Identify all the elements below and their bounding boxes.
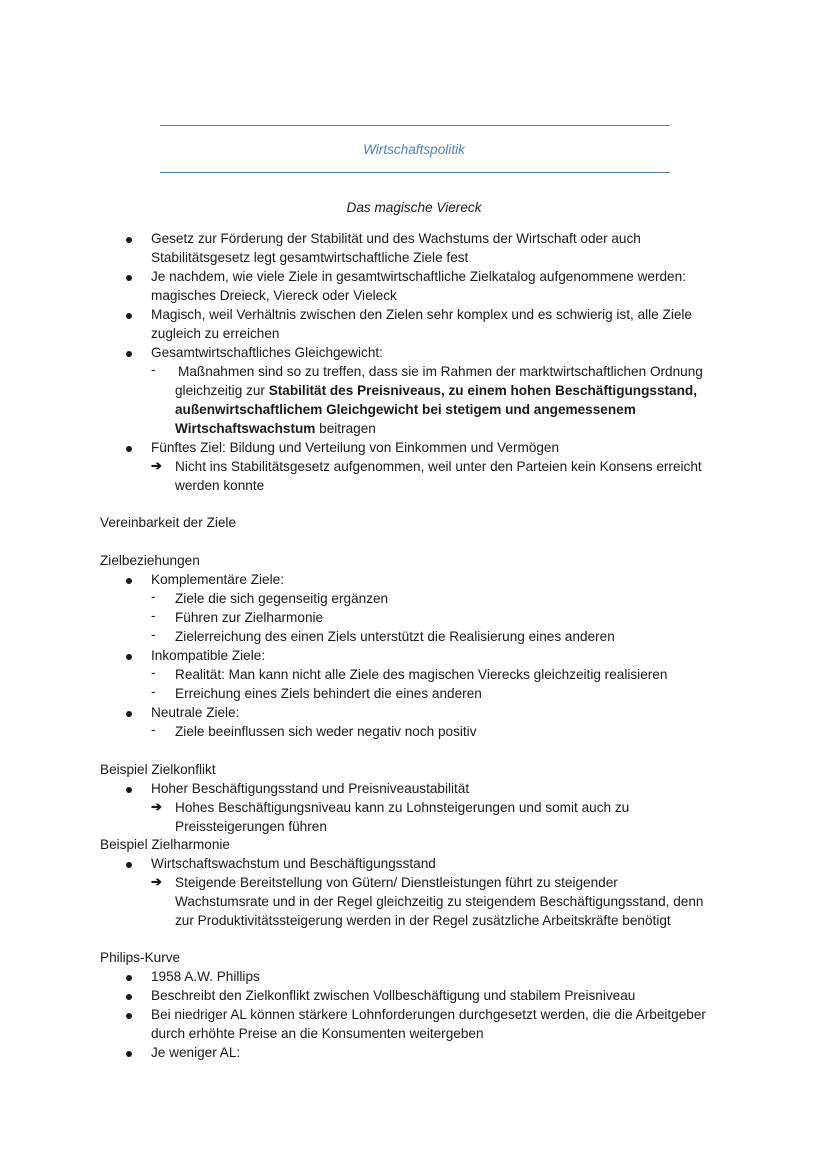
section-heading-zielbeziehungen: Zielbeziehungen xyxy=(100,553,200,568)
bullet-dot xyxy=(126,787,132,793)
title-rule-bottom xyxy=(160,172,670,173)
arrow-icon: ➔ xyxy=(151,458,162,473)
text-line: Hohes Beschäftigungsniveau kann zu Lohnsteigerungen und somit auch zu xyxy=(175,800,630,815)
text-line: Bei niedriger AL können stärkere Lohnforderungen durchgesetzt werden, die die Arbeitgeber xyxy=(151,1007,706,1022)
text-bold: Wirtschaftswachstum xyxy=(175,421,316,436)
arrow-icon: ➔ xyxy=(151,874,162,889)
bullet-dot xyxy=(126,654,132,660)
text-plain: beitragen xyxy=(315,421,376,436)
text-line: Zielerreichung des einen Ziels unterstützt die Realisierung eines anderen xyxy=(175,629,615,644)
dash-marker: - xyxy=(151,589,156,604)
text-line: zugleich zu erreichen xyxy=(151,326,280,341)
text-line: Realität: Man kann nicht alle Ziele des magischen Vierecks gleichzeitig realisieren xyxy=(175,667,668,682)
text-line: durch erhöhte Preise an die Konsumenten weitergeben xyxy=(151,1026,484,1041)
text-bold: Stabilität des Preisniveaus, zu einem hohen Beschäftigungsstand, xyxy=(268,383,698,398)
text-line: Erreichung eines Ziels behindert die eines anderen xyxy=(175,686,482,701)
text-line: Je nachdem, wie viele Ziele in gesamtwirtschaftliche Zielkatalog aufgenommene werden: xyxy=(151,269,686,284)
arrow-icon: ➔ xyxy=(151,799,162,814)
text-line: Hoher Beschäftigungsstand und Preisniveaustabilität xyxy=(151,781,470,796)
bullet-dot xyxy=(126,578,132,584)
dash-marker: - xyxy=(151,665,156,680)
text-line: werden konnte xyxy=(175,478,265,493)
bullet-dot xyxy=(126,994,132,1000)
text-line xyxy=(175,419,376,438)
text-line: Stabilitätsgesetz legt gesamtwirtschaftliche Ziele fest xyxy=(151,250,469,265)
text-line: Führen zur Zielharmonie xyxy=(175,610,324,625)
section-heading-zielkonflikt: Beispiel Zielkonflikt xyxy=(100,762,216,777)
bullet-dot xyxy=(126,1013,132,1019)
text-line: Komplementäre Ziele: xyxy=(151,572,284,587)
text-line: 1958 A.W. Phillips xyxy=(151,969,260,984)
bullet-dot xyxy=(126,1051,132,1057)
text-line: Gesetz zur Förderung der Stabilität und des Wachstums der Wirtschaft oder auch xyxy=(151,231,641,246)
text-line: magisches Dreieck, Viereck oder Vieleck xyxy=(151,288,397,303)
text-line: Wachstumsrate und in der Regel gleichzeitig zu steigendem Beschäftigungsstand, denn xyxy=(175,894,704,909)
section-heading-magisches-viereck: Das magische Viereck xyxy=(346,200,482,215)
section-heading-zielharmonie: Beispiel Zielharmonie xyxy=(100,837,230,852)
text-line xyxy=(175,400,636,419)
page-title: Wirtschaftspolitik xyxy=(363,142,465,157)
dash-marker: - xyxy=(151,608,156,623)
text-line: Preissteigerungen führen xyxy=(175,819,327,834)
text-line: zur Produktivitätssteigerung werden in der Regel zusätzliche Arbeitskräfte benötigt xyxy=(175,913,671,928)
text-line: Ziele die sich gegenseitig ergänzen xyxy=(175,591,389,606)
text-line xyxy=(175,381,697,400)
bullet-dot xyxy=(126,313,132,319)
bullet-dot xyxy=(126,446,132,452)
text-line: Steigende Bereitstellung von Gütern/ Dienstleistungen führt zu steigender xyxy=(175,875,618,890)
dash-marker: - xyxy=(151,684,156,699)
section-heading-philips-kurve: Philips-Kurve xyxy=(100,950,181,965)
text-bold: außenwirtschaftlichem Gleichgewicht bei stetigem und angemessenem xyxy=(175,402,636,417)
text-line: Inkompatible Ziele: xyxy=(151,648,266,663)
dash-marker: - xyxy=(151,362,156,377)
text-plain: gleichzeitig zur xyxy=(175,383,269,398)
bullet-dot xyxy=(126,862,132,868)
dash-marker: - xyxy=(151,627,156,642)
bullet-dot xyxy=(126,975,132,981)
text-line: Fünftes Ziel: Bildung und Verteilung von Einkommen und Vermögen xyxy=(151,440,560,455)
text-line: Gesamtwirtschaftliches Gleichgewicht: xyxy=(151,345,383,360)
bullet-dot xyxy=(126,275,132,281)
bullet-dot xyxy=(126,237,132,243)
text-line: Wirtschaftswachstum und Beschäftigungsstand xyxy=(151,856,436,871)
title-rule-top xyxy=(160,125,670,126)
text-line: Magisch, weil Verhältnis zwischen den Zielen sehr komplex und es schwierig ist, alle Ziele xyxy=(151,307,692,322)
section-heading-vereinbarkeit: Vereinbarkeit der Ziele xyxy=(100,515,237,530)
text-line: Ziele beeinflussen sich weder negativ noch positiv xyxy=(175,724,477,739)
text-line: Neutrale Ziele: xyxy=(151,705,240,720)
text-line: Je weniger AL: xyxy=(151,1045,241,1060)
bullet-dot xyxy=(126,351,132,357)
text-line: Beschreibt den Zielkonflikt zwischen Vollbeschäftigung und stabilem Preisniveau xyxy=(151,988,636,1003)
dash-marker: - xyxy=(151,722,156,737)
text-line: Nicht ins Stabilitätsgesetz aufgenommen, weil unter den Parteien kein Konsens erreicht xyxy=(175,459,702,474)
text-line: Maßnahmen sind so zu treffen, dass sie im Rahmen der marktwirtschaftlichen Ordnung xyxy=(178,364,703,379)
bullet-dot xyxy=(126,711,132,717)
